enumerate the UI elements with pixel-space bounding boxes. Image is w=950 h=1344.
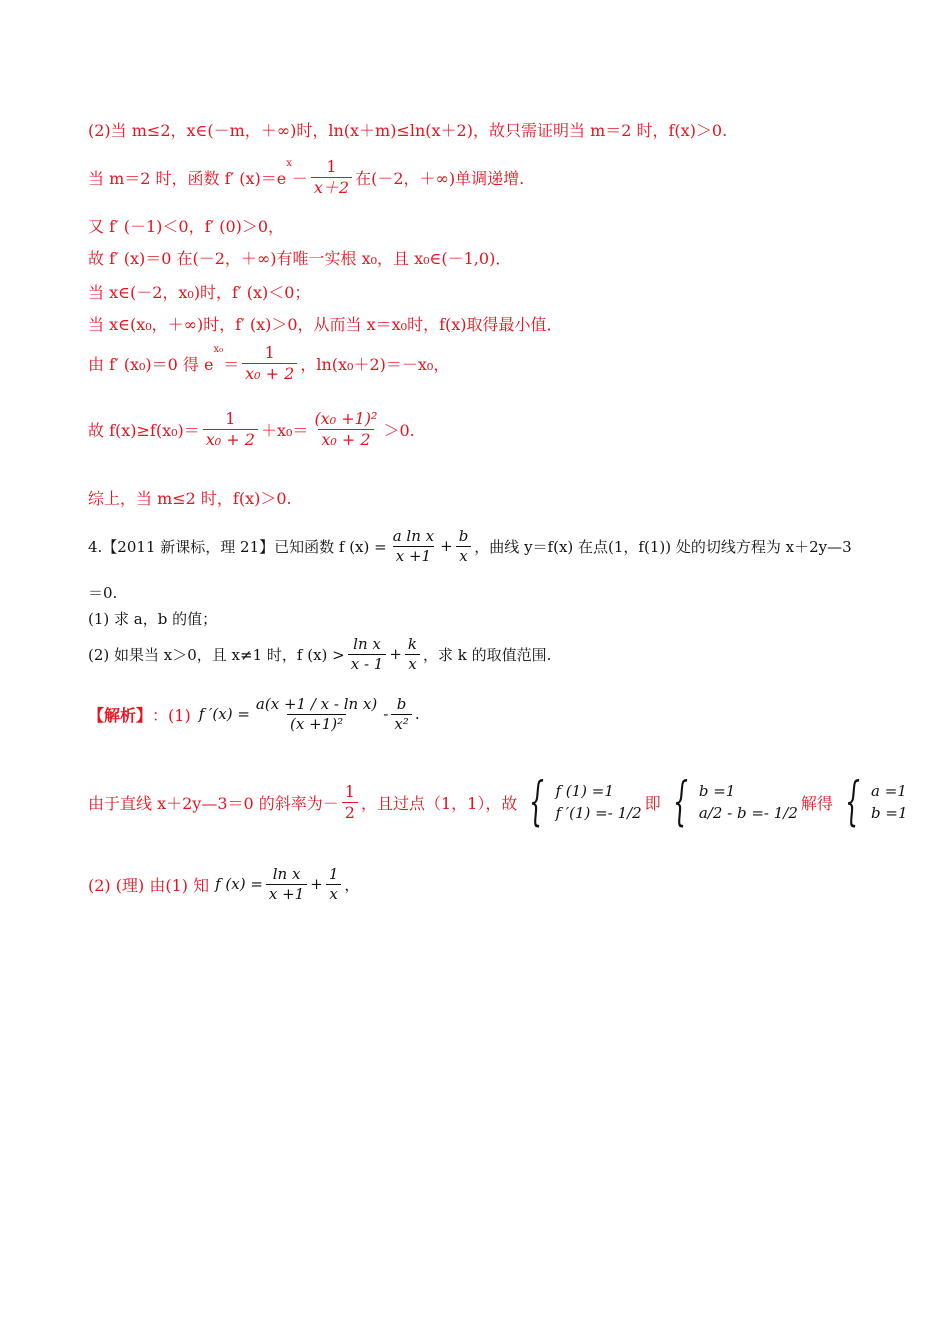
problem-text: (1) 求 a，b 的值；: [88, 610, 218, 628]
problem-line-1: [88, 528, 852, 564]
fraction: [456, 528, 472, 564]
problem-line-4: [88, 636, 551, 672]
proof-text: 当 x∈(－2，x₀)时，f′ (x)＜0；: [88, 283, 311, 302]
system-row: f (1) =1: [555, 781, 614, 800]
brace-icon: {: [845, 772, 860, 832]
fraction-denominator: x₀ + 2: [203, 429, 258, 449]
proof-text: 故 f′ (x)＝0 在(－2，＋∞)有唯一实根 x₀，且 x₀∈(－1,0)．: [88, 249, 512, 268]
fraction: [326, 866, 342, 902]
problem-line-3: [88, 608, 217, 629]
equation-system: [836, 772, 908, 832]
proof-text: 故 f(x)≥f(x₀)＝: [88, 420, 200, 440]
derivative-lhs: f ′(x) =: [198, 705, 250, 723]
proof-line-6: [88, 312, 563, 335]
proof-text: ＞0.: [383, 420, 415, 440]
fraction-numerator: 1: [225, 409, 236, 428]
fraction-numerator: 1: [344, 781, 355, 801]
system-row: a/2 - b =- 1/2: [698, 804, 798, 822]
fraction-numerator: b: [458, 527, 469, 545]
fraction-denominator: x +1: [266, 884, 307, 903]
system-row: a =1: [871, 781, 907, 800]
solution-text: ：(1): [152, 705, 191, 725]
fraction: [390, 528, 437, 564]
problem-text: ，求 k 的取值范围.: [423, 645, 552, 664]
system-row: b =1: [698, 781, 736, 800]
fraction-numerator: ln x: [353, 635, 381, 653]
proof-line-1: [88, 118, 727, 141]
operator: -: [383, 705, 389, 723]
fraction-denominator: (x +1)²: [287, 714, 346, 733]
fraction-numerator: 1: [326, 157, 337, 176]
proof-text: 当 m＝2 时，函数 f′ (x)＝e: [88, 168, 287, 188]
fraction-denominator: x: [456, 546, 470, 565]
operator: ＝: [223, 354, 240, 374]
fraction: [311, 410, 380, 448]
proof-line-9: [88, 486, 292, 509]
proof-text: ＋x₀＝: [260, 420, 309, 440]
fraction-denominator: x₀ + 2: [242, 363, 297, 383]
fraction: [266, 866, 307, 902]
fraction-denominator: x +1: [393, 546, 434, 565]
fraction: [203, 410, 258, 448]
fraction-denominator: x²: [391, 714, 411, 733]
fraction: [405, 636, 420, 672]
fraction: [342, 783, 358, 821]
exponent: x₀: [213, 344, 224, 355]
operator: －: [291, 168, 308, 188]
fraction: [391, 696, 411, 732]
proof-text: (2)当 m≤2，x∈(－m，＋∞)时，ln(x＋m)≤ln(x＋2)，故只需证明当 m＝2 时，f(x)＞0.: [88, 121, 728, 140]
solution-text: 即: [644, 793, 661, 813]
fraction-denominator: x: [326, 884, 340, 903]
brace-icon: {: [672, 772, 688, 832]
solution-text: .: [414, 705, 420, 723]
problem-text: 4.【2011 新课标，理 21】已知函数 f (x) =: [88, 537, 387, 556]
system-row: f ′(1) =- 1/2: [555, 804, 642, 822]
fraction-denominator: x₀ + 2: [318, 429, 373, 449]
fraction-numerator: 1: [328, 865, 339, 883]
fraction-numerator: k: [407, 635, 417, 653]
solution-line-1: [88, 696, 420, 732]
fraction: [242, 344, 297, 382]
fraction-denominator: x - 1: [348, 654, 387, 673]
fraction: [253, 696, 380, 732]
fraction-denominator: x＋2: [311, 177, 352, 197]
proof-text: 综上，当 m≤2 时，f(x)＞0.: [88, 489, 292, 508]
problem-text: ，曲线 y＝f(x) 在点(1，f(1)) 处的切线方程为 x＋2y—3: [474, 537, 852, 556]
solution-text: (2) (理) 由(1) 知: [88, 875, 210, 895]
solution-text: ，且过点（1，1），故: [360, 793, 518, 813]
problem-line-2: [88, 582, 117, 603]
fraction-numerator: 1: [264, 343, 275, 362]
proof-text: 由 f′ (x₀)＝0 得 e: [88, 354, 214, 374]
equation-system: [664, 772, 798, 832]
proof-line-3: [88, 214, 284, 237]
exponent: x: [286, 158, 292, 169]
fraction-numerator: b: [396, 695, 407, 713]
proof-line-2: [88, 158, 524, 196]
function-lhs: f (x) =: [215, 875, 263, 893]
fraction-denominator: 2: [342, 802, 358, 822]
fraction-numerator: a(x +1 / x - ln x): [255, 695, 378, 713]
proof-line-5: [88, 280, 310, 303]
operator: +: [389, 645, 402, 663]
solution-text: 由于直线 x＋2y—3＝0 的斜率为－: [88, 793, 339, 813]
fraction-denominator: x: [405, 654, 419, 673]
problem-text: (2) 如果当 x＞0，且 x≠1 时，f (x) >: [88, 645, 345, 664]
fraction: [311, 158, 352, 196]
solution-line-3: [88, 866, 359, 902]
operator: +: [440, 537, 453, 555]
system-row: b =1: [871, 804, 908, 822]
problem-text: ＝0.: [88, 584, 118, 602]
brace-icon: {: [529, 772, 545, 832]
solution-label: 【解析】: [88, 705, 153, 725]
proof-text: 在(－2，＋∞)单调递增.: [355, 168, 525, 188]
proof-text: 又 f′ (－1)＜0，f′ (0)＞0，: [88, 217, 285, 236]
operator: +: [310, 875, 323, 893]
proof-text: ，ln(x₀＋2)＝－x₀，: [300, 354, 450, 374]
fraction-numerator: (x₀ +1)²: [314, 409, 378, 428]
proof-line-4: [88, 246, 511, 269]
solution-line-2: [88, 772, 911, 832]
solution-text: 解得: [800, 793, 833, 813]
fraction-numerator: a ln x: [392, 527, 435, 545]
equation-system: [520, 772, 642, 832]
solution-text: ，: [344, 875, 360, 894]
proof-line-7: [88, 344, 449, 382]
proof-text: 当 x∈(x₀，＋∞)时，f′ (x)＞0，从而当 x＝x₀时，f(x)取得最小值．: [88, 315, 563, 334]
fraction-numerator: ln x: [272, 865, 301, 883]
fraction: [348, 636, 387, 672]
proof-line-8: [88, 410, 415, 448]
